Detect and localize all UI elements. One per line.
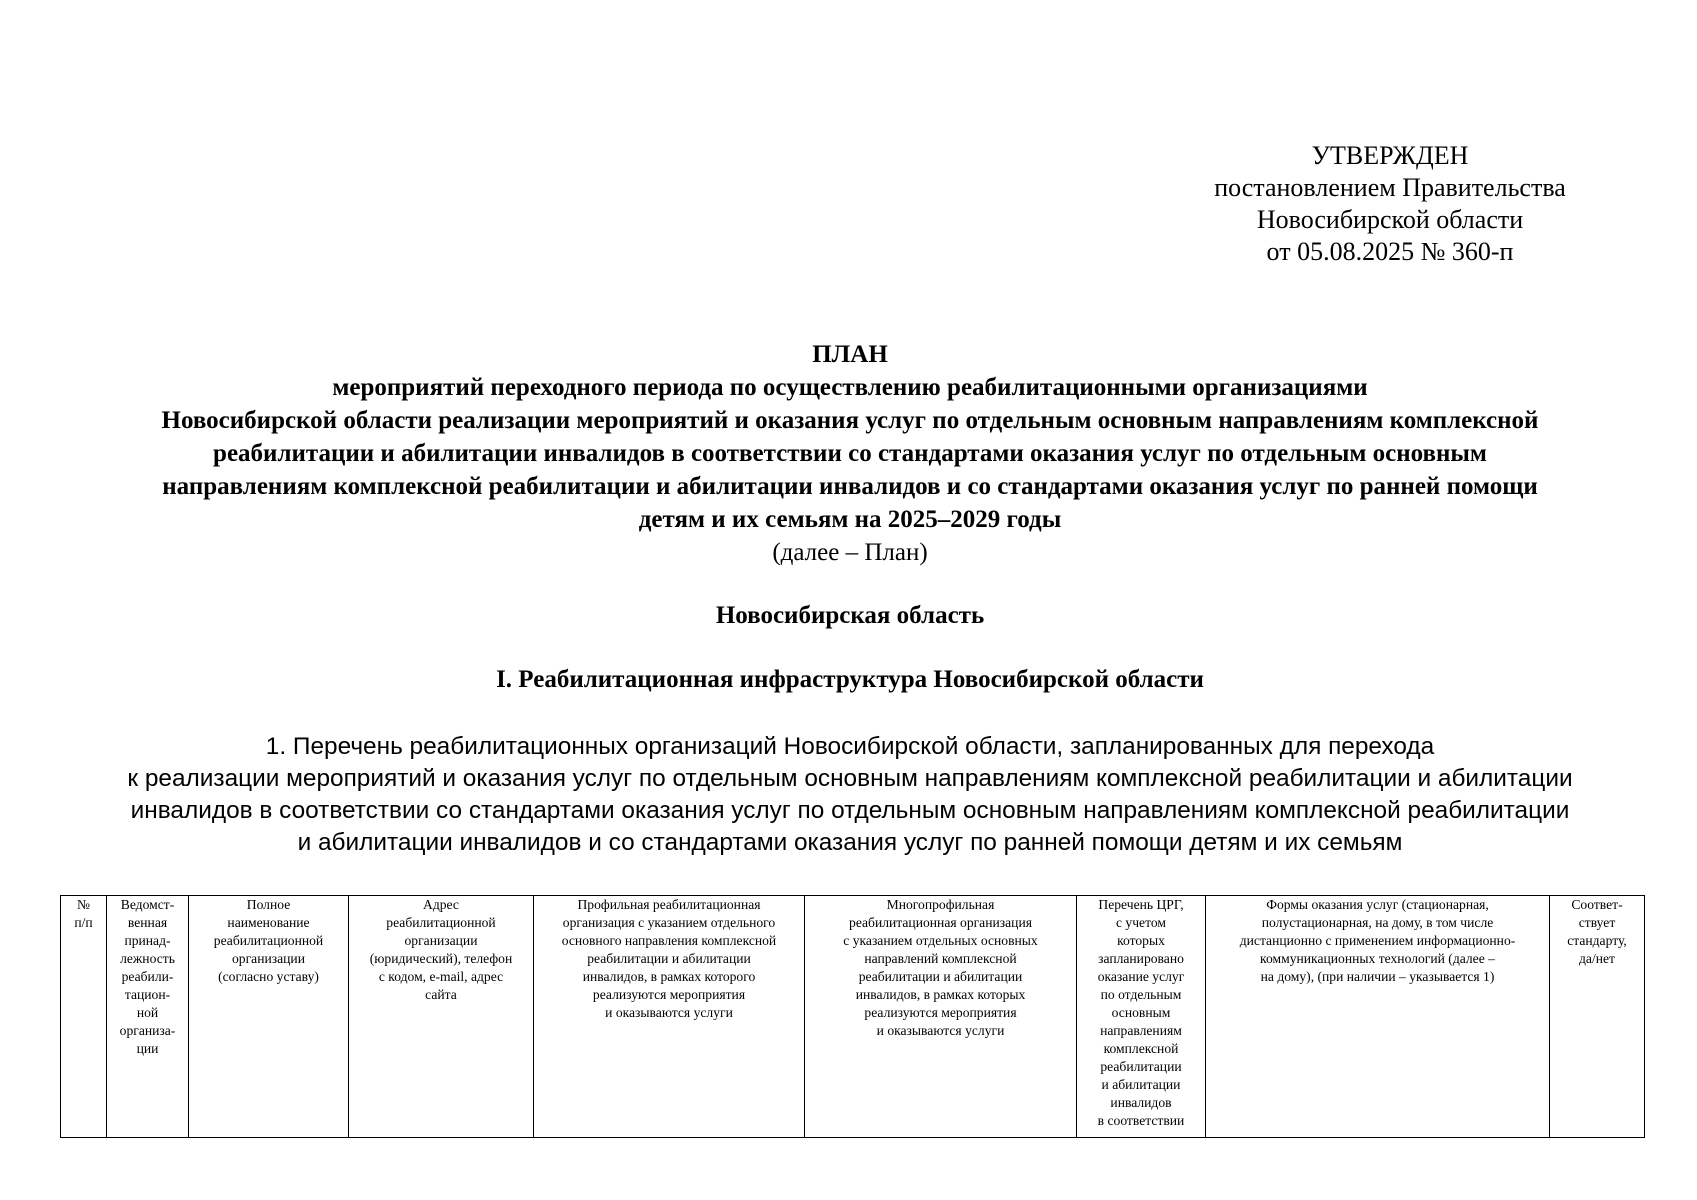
subsection-line: инвалидов в соответствии со стандартами оказания услуг по отдельным основным направлениям комплексной реабилитации <box>130 797 1570 824</box>
title-line: направлениям комплексной реабилитации и абилитации инвалидов и со стандартами оказания услуг по ранней помощи <box>162 473 1538 500</box>
table-header-row <box>61 896 1645 1138</box>
col-header-profile-org: Профильная реабилитационная организация с указанием отдельного основного направления комплексной реабилитации и абилитации инвалидов, в рамках которого реализуются мероприятия и оказываются услуги <box>534 896 805 1138</box>
section-heading: I. Реабилитационная инфраструктура Новосибирской области <box>496 666 1204 693</box>
col-header-service-forms: Формы оказания услуг (стационарная, полустационарная, на дому, в том числе дистанционно с применением информационно- коммуникационных технологий (далее – на дому), (при наличии – указывается 1) <box>1206 896 1550 1138</box>
subsection-line: 1. Перечень реабилитационных организаций Новосибирской области, запланированных для перехода <box>265 733 1435 760</box>
approval-line-2: постановлением Правительства <box>1214 173 1566 202</box>
subsection-line: к реализации мероприятий и оказания услуг по отдельным основным направлениям комплексной реабилитации и абилитации <box>127 765 1573 792</box>
organizations-table <box>60 895 1645 1138</box>
col-header-standard-compliance: Соответ- ствует стандарту, да/нет <box>1550 896 1645 1138</box>
approval-stamp <box>1180 140 1600 268</box>
approval-line-1: УТВЕРЖДЕН <box>1311 141 1469 170</box>
approval-line-3: Новосибирской области <box>1256 205 1524 234</box>
subsection-heading <box>40 731 1660 859</box>
title-note: (далее – План) <box>772 539 928 566</box>
approval-line-4: от 05.08.2025 № 360-п <box>1266 237 1514 266</box>
title-line: детям и их семьям на 2025–2029 годы <box>638 506 1062 533</box>
document-title <box>40 338 1660 569</box>
col-header-number: № п/п <box>61 896 107 1138</box>
col-header-affiliation: Ведомст- венная принад- лежность реабили- тацион- ной организа- ции <box>107 896 189 1138</box>
col-header-multiprofile-org: Многопрофильная реабилитационная организация с указанием отдельных основных направлений комплексной реабилитации и абилитации инвалидов, в рамках которых реализуются мероприятия и оказываются услуги <box>805 896 1077 1138</box>
col-header-address: Адрес реабилитационной организации (юридический), телефон с кодом, e-mail, адрес сайта <box>349 896 534 1138</box>
col-header-full-name: Полное наименование реабилитационной организации (согласно уставу) <box>189 896 349 1138</box>
subsection-line: и абилитации инвалидов и со стандартами оказания услуг по ранней помощи детям и их семьям <box>297 829 1403 856</box>
region-heading: Новосибирская область <box>715 602 985 629</box>
title-line: Новосибирской области реализации мероприятий и оказания услуг по отдельным основным направлениям комплексной <box>161 407 1539 434</box>
title-line: реабилитации и абилитации инвалидов в соответствии со стандартами оказания услуг по отдельным основным <box>213 440 1487 467</box>
col-header-target-groups: Перечень ЦРГ, с учетом которых запланировано оказание услуг по отдельным основным направлениям комплексной реабилитации и абилитации инвалидов в соответствии <box>1077 896 1206 1138</box>
title-heading: ПЛАН <box>812 341 888 368</box>
title-line: мероприятий переходного периода по осуществлению реабилитационными организациями <box>332 374 1368 401</box>
